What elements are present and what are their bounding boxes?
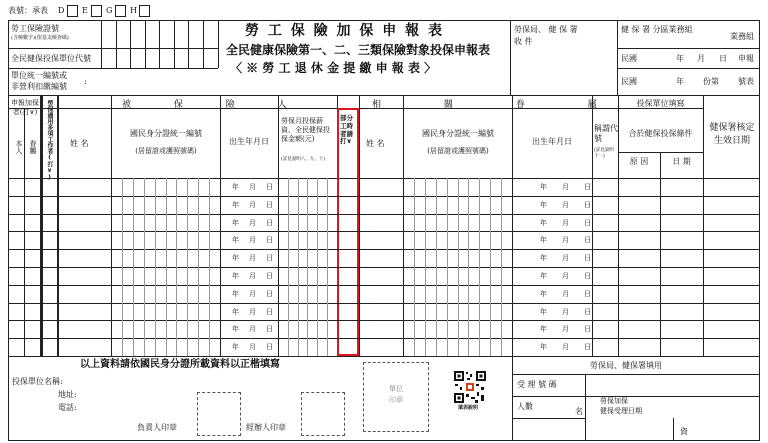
birth-date-part: 月 [249, 307, 256, 316]
birth-date-part: 年 [232, 254, 239, 263]
insurance-cert-label: 勞工保險證號 [11, 24, 59, 33]
nhi-accept-date-label: 健保受理日期 [600, 407, 642, 415]
birth-date-part: 月 [249, 218, 256, 227]
id-no-note: (居留證或護照號碼) [135, 147, 197, 155]
insurance-cert-note: (含檢數字)(依基支檢查碼) [11, 35, 69, 41]
birth-date-part: 月 [249, 200, 256, 209]
table-row [8, 303, 760, 321]
year-label-2: 年 [676, 77, 684, 86]
dep-birth-date-part: 年 [540, 272, 547, 280]
dep-birth-date-part: 月 [562, 289, 569, 298]
dep-birth-date-part: 月 [562, 218, 569, 227]
dep-birth-header: 出生年月日 [532, 137, 572, 146]
handler-seal-label: 經辦人印章 [246, 423, 286, 432]
table-row [8, 196, 760, 214]
nhi-unit-code-label: 全民健保投保單位代號 [11, 54, 91, 63]
dep-birth-date-part: 月 [562, 254, 569, 263]
table-row [8, 214, 760, 232]
form-code-checkbox[interactable] [139, 5, 150, 17]
dep-birth-date-part: 日 [584, 272, 591, 280]
phone-label: 電話: [58, 403, 77, 412]
related-group-header: 相 關 眷 屬 [372, 100, 627, 110]
receive-label: 勞保局、 健 保 署 [514, 25, 578, 34]
table-row [8, 231, 760, 249]
page-suffix-label: 號表 [738, 77, 754, 86]
dep-birth-date-part: 月 [562, 307, 569, 316]
wage-note: (詳見說明八、九、十) [281, 157, 326, 162]
multi-job-header: 勞保適用多項工作者(打∨) [46, 100, 53, 181]
owner-seal-box[interactable] [197, 392, 241, 436]
birth-date-part: 月 [249, 289, 256, 298]
dep-reason-header: 合於健保投保條件 [628, 129, 693, 138]
dep-birth-date-part: 年 [540, 183, 547, 191]
insured-group-header: 被 保 險 人 [122, 100, 307, 110]
birth-date-part: 月 [249, 343, 256, 352]
dep-birth-date-part: 日 [584, 307, 591, 316]
self-header: 本人 [15, 140, 23, 154]
dep-birth-date-part: 日 [584, 183, 591, 191]
birth-date-part: 年 [232, 200, 239, 209]
birth-date-part: 日 [266, 254, 273, 263]
dep-birth-date-part: 年 [540, 343, 547, 352]
birth-date-part: 日 [266, 183, 273, 191]
birth-date-part: 年 [232, 307, 239, 316]
dep-id-header: 國民身分證統一編號 [422, 129, 494, 138]
id-no-header: 國民身分證統一編號 [130, 129, 202, 138]
birth-date-part: 日 [266, 307, 273, 316]
unit-seal-label: 單位 印章 [389, 385, 403, 405]
unit-name-label: 投保單位名稱: [12, 377, 63, 386]
birth-date-part: 日 [266, 236, 273, 245]
apply-label: 申報 [738, 54, 754, 63]
handler-seal-box[interactable] [301, 392, 345, 436]
form-code-checkbox[interactable] [91, 5, 102, 17]
birth-date-part: 年 [232, 272, 239, 280]
reason-header: 原 因 [629, 157, 649, 166]
relation-header: 稱謂代號 [594, 124, 618, 144]
dep-birth-date-part: 日 [584, 343, 591, 352]
table-row [8, 267, 760, 285]
dep-birth-date-part: 日 [584, 254, 591, 263]
birth-date-part: 月 [249, 183, 256, 191]
address-label: 地址: [58, 390, 77, 399]
relation-note: (詳見說明十一) [594, 148, 614, 160]
dep-birth-date-part: 年 [540, 218, 547, 227]
birth-date-part: 日 [266, 325, 273, 334]
birth-date-part: 日 [266, 272, 273, 280]
dep-birth-date-part: 月 [562, 325, 569, 334]
business-group: 業務組 [730, 32, 754, 41]
dependent-header: 眷屬 [29, 140, 37, 154]
unit-id-label-1: 單位統一編號或 [11, 71, 67, 80]
table-row [8, 249, 760, 267]
form-code-letter: E [82, 6, 88, 15]
dep-birth-date-part: 月 [562, 343, 569, 352]
wage-header: 勞保月投保薪資、全民健保投保金額(元) [281, 117, 330, 143]
nhi-verify-date-header: 健保署核定生效日期 [709, 123, 755, 146]
roc-label: 民國 [621, 54, 637, 63]
dep-name-header: 姓 名 [366, 139, 385, 148]
labor-add-label: 勞保加保 [600, 397, 628, 405]
roc-label-2: 民國 [621, 77, 637, 86]
name-header: 姓 名 [70, 139, 89, 148]
count-label: 人數 [517, 402, 533, 411]
year-label: 年 [676, 54, 684, 63]
birth-date-part: 月 [249, 254, 256, 263]
check-label: 資 [680, 427, 688, 436]
form-subtitle: 全民健康保險第一、二、三類保險對象投保申報表 [226, 43, 491, 57]
dep-birth-date-part: 年 [540, 200, 547, 209]
unit-fill-header: 投保單位填寫 [636, 99, 685, 108]
form-code-checkbox[interactable] [67, 5, 78, 17]
table-row [8, 338, 760, 356]
form-code-letter: G [106, 6, 113, 15]
partial-pension-header: 部分工時者請打∨ [340, 114, 353, 146]
dep-birth-date-part: 月 [562, 183, 569, 191]
form-code-letter: H [130, 6, 137, 15]
dep-birth-date-part: 年 [540, 236, 547, 245]
person-unit-label: 名 [575, 407, 583, 416]
birth-date-part: 月 [249, 236, 256, 245]
birth-header: 出生年月日 [229, 137, 269, 146]
dep-birth-date-part: 日 [584, 218, 591, 227]
owner-seal-label: 負責人印章 [137, 423, 177, 432]
day-label: 日 [719, 54, 727, 63]
fill-notice: 以上資料請依國民身分證所載資料以正楷填寫 [80, 359, 280, 370]
birth-date-part: 日 [266, 200, 273, 209]
birth-date-part: 年 [232, 343, 239, 352]
birth-date-part: 月 [249, 325, 256, 334]
date-header: 日 期 [672, 157, 691, 166]
birth-date-part: 日 [266, 289, 273, 298]
table-row [8, 285, 760, 303]
form-code-letter: D [58, 6, 65, 15]
nhi-branch-label: 健 保 署 分區業務組 [621, 25, 693, 34]
qr-caption: 填表說明 [458, 405, 479, 411]
table-row [8, 178, 760, 196]
receive-label-2: 收 件 [514, 37, 533, 46]
birth-date-part: 年 [232, 183, 239, 191]
birth-date-part: 月 [249, 272, 256, 280]
form-title: 勞 工 保 險 加 保 申 報 表 [245, 23, 444, 39]
dep-birth-date-part: 月 [562, 200, 569, 209]
form-code-checkbox[interactable] [115, 5, 126, 17]
unit-id-colon: : [84, 77, 87, 86]
dep-birth-date-part: 年 [540, 254, 547, 263]
dep-birth-date-part: 日 [584, 289, 591, 298]
office-use-header: 勞保局、健保署填用 [590, 361, 662, 370]
apply-add-insured-header: 申報加保者(打∨) [11, 99, 39, 116]
unit-id-label-2: 非營利扣繳編號 [11, 82, 67, 91]
birth-date-part: 日 [266, 218, 273, 227]
dep-birth-date-part: 月 [562, 272, 569, 280]
form-code-label: 表號：承表 [8, 6, 48, 15]
dep-birth-date-part: 年 [540, 325, 547, 334]
birth-date-part: 日 [266, 343, 273, 352]
birth-date-part: 年 [232, 236, 239, 245]
birth-date-part: 年 [232, 325, 239, 334]
qr-code-icon[interactable] [453, 370, 487, 404]
dep-birth-date-part: 日 [584, 236, 591, 245]
dep-birth-date-part: 日 [584, 200, 591, 209]
birth-date-part: 年 [232, 218, 239, 227]
accept-no-label: 受 理 號 碼 [517, 380, 557, 389]
birth-date-part: 年 [232, 289, 239, 298]
form-third-title: 〈 ※ 勞 工 退 休 金 提 繳 申 報 表 〉 [230, 61, 437, 75]
dep-birth-date-part: 月 [562, 236, 569, 245]
dep-birth-date-part: 日 [584, 325, 591, 334]
dep-birth-date-part: 年 [540, 307, 547, 316]
table-row [8, 320, 760, 338]
page-no-label: 份第 [703, 77, 719, 86]
dep-birth-date-part: 年 [540, 289, 547, 298]
month-label: 月 [697, 54, 705, 63]
dep-id-note: (居留證或護照號碼) [427, 147, 489, 155]
